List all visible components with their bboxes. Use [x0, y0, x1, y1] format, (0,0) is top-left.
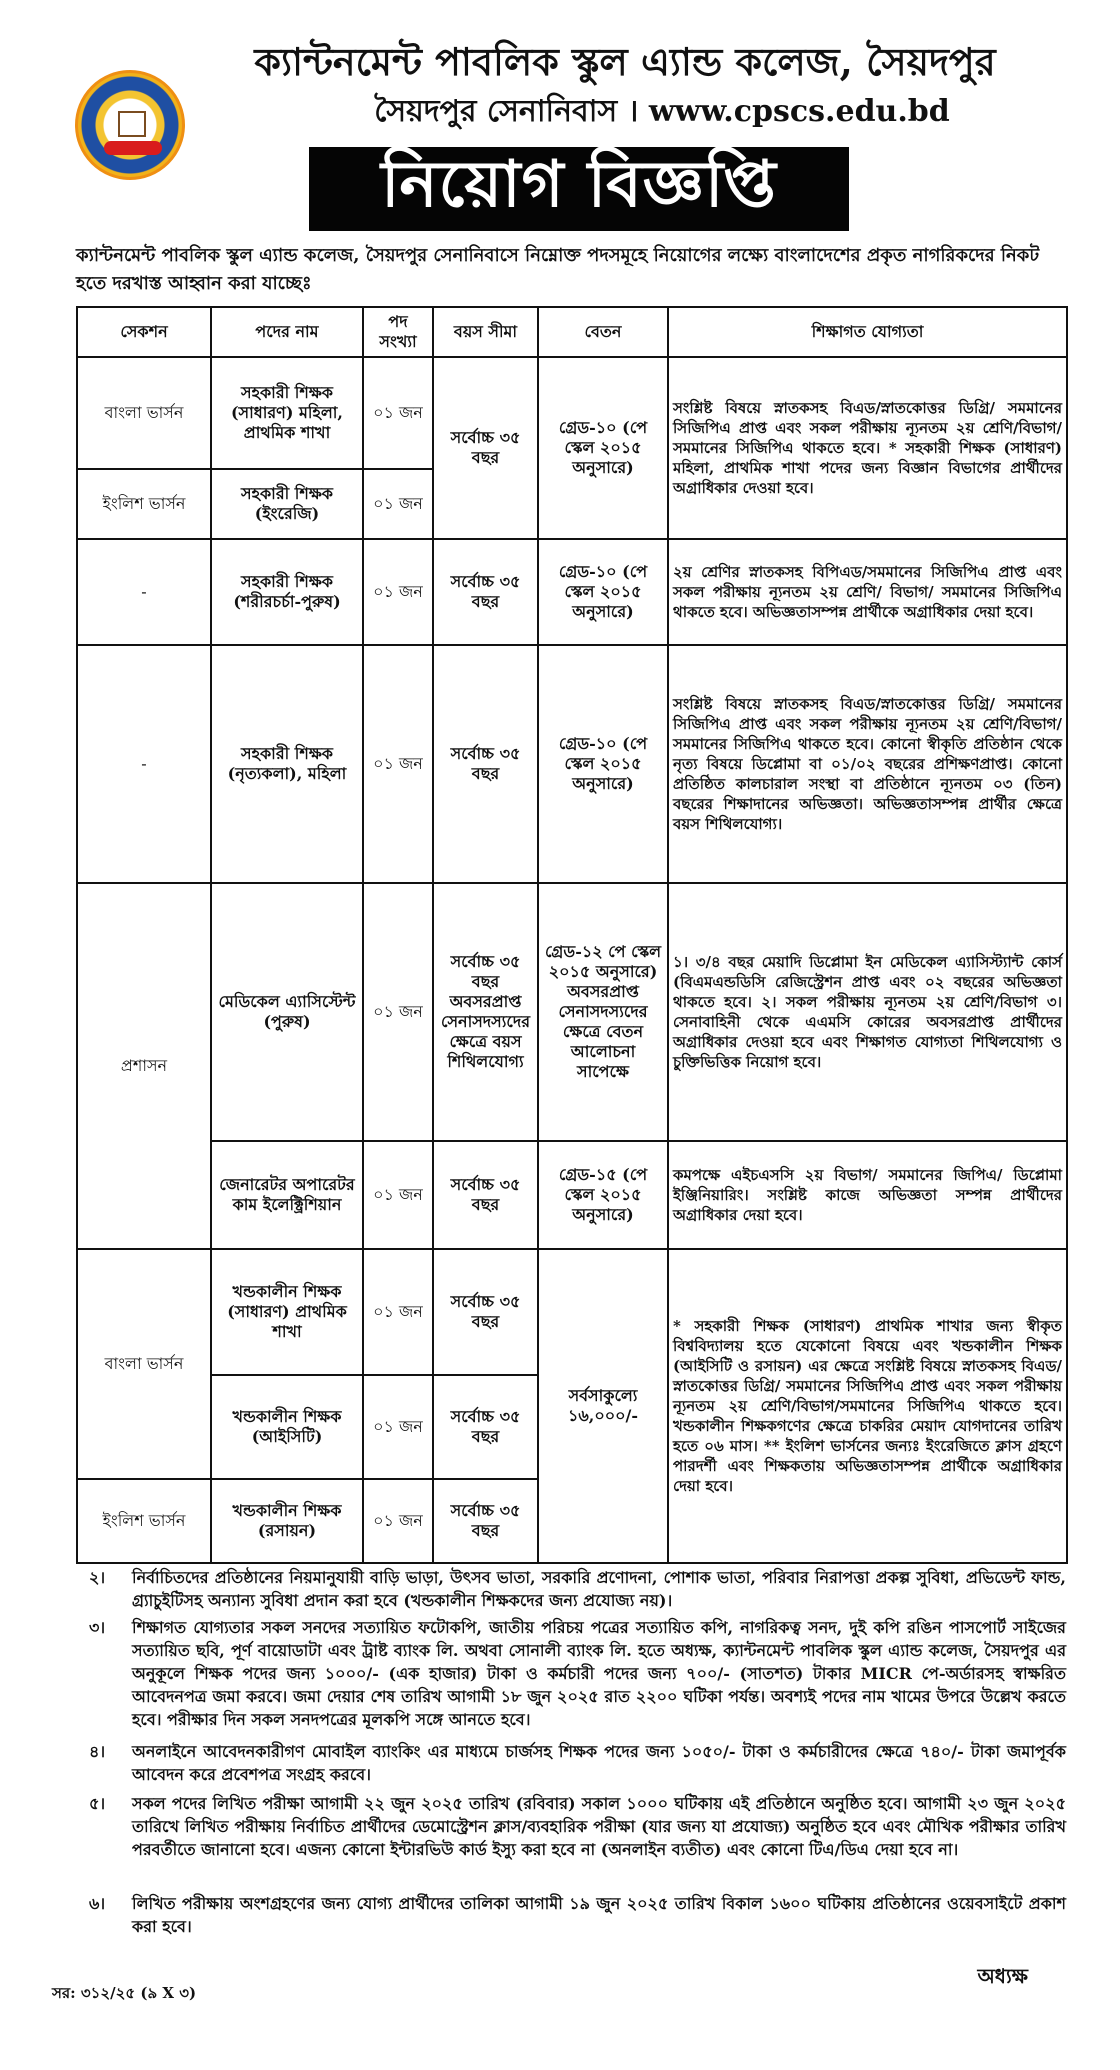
notice-header — [0, 0, 1120, 240]
header-section: সেকশন — [77, 307, 211, 357]
logo-ribbon-icon — [104, 141, 162, 155]
header-post: পদের নাম — [211, 307, 363, 357]
table-cell: সর্বোচ্চ ৩৫ বছর — [433, 539, 538, 645]
note-text: শিক্ষাগত যোগ্যতার সকল সনদের সত্যায়িত ফটোকপি, জাতীয় পরিচয় পত্রের সত্যায়িত কপি, নাগরিকত্ব সনদ, দুই কপি রঙিন পাসপোর্ট সাইজের সত্যায়িত ছবি, পূর্ণ বায়োডাটা এবং ট্রাষ্ট ব্যাংক লি. অথবা সোনালী ব্যাংক লি. হতে অধ্যক্ষ, ক্যান্টনমেন্ট পাবলিক স্কুল এ্যান্ড কলেজ, সৈয়দপুর এর অনুকূলে শিক্ষক পদের জন্য ১০০০/- (এক হাজার) টাকা ও কর্মচারী পদের জন্য ৭০০/- (সাতশত) টাকার MICR পে-অর্ডারসহ স্বাক্ষরিত আবেদনপত্র জমা করবে। জমা দেয়ার শেষ তারিখ আগামী ১৮ জুন ২০২৫ রাত ২২০০ ঘটিকা পর্যন্ত। অবশ্যই পদের নাম খামের উপরে উল্লেখ করতে হবে। পরীক্ষার দিন সকল সনদপত্রের মূলকপি সঙ্গে আনতে হবে। — [132, 1618, 1066, 1729]
table-cell: ০১ জন — [363, 883, 433, 1141]
table-cell: ১। ৩/৪ বছর মেয়াদি ডিপ্লোমা ইন মেডিকেল এ্যাসিস্ট্যান্ট কোর্স (বিএমএন্ডডিসি রেজিস্ট্রেশন প্রাপ্ত এবং ০২ বছরের অভিজ্ঞতা থাকতে হবে। ২। সকল পরীক্ষায় ন্যূনতম ২য় শ্রেণি/বিভাগ ৩। সেনাবাহিনী থেকে এএমসি কোরের অবসরপ্রাপ্ত প্রার্থীদের অগ্রাধিকার দেওয়া হবে এবং শিক্ষাগত যোগ্যতা শিথিলযোগ্য ও চুক্তিভিত্তিক নিয়োগ হবে। — [668, 883, 1067, 1141]
table-cell: - — [77, 645, 211, 883]
table-cell: সর্বোচ্চ ৩৫ বছর — [433, 1479, 538, 1563]
header-qualification: শিক্ষাগত যোগ্যতা — [668, 307, 1067, 357]
intro-text: ক্যান্টনমেন্ট পাবলিক স্কুল এ্যান্ড কলেজ, সৈয়দপুর সেনানিবাসে নিম্নোক্ত পদসমূহে নিয়োগের লক্ষ্যে বাংলাদেশের প্রকৃত নাগরিকদের নিকট হতে দরখাস্ত আহ্বান করা যাচ্ছেঃ — [76, 245, 1040, 294]
table-cell: ০১ জন — [363, 1249, 433, 1375]
table-cell: খন্ডকালীন শিক্ষক (আইসিটি) — [211, 1375, 363, 1479]
note-item — [76, 1616, 1066, 1731]
table-cell: ২য় শ্রেণির স্নাতকসহ বিপিএড/সমমানের সিজিপিএ প্রাপ্ত এবং সকল পরীক্ষায় ন্যূনতম ২য় শ্রেণি/ বিভাগ/ সমমানের সিজিপিএ থাকতে হবে। অভিজ্ঞতাসম্পন্ন প্রার্থীকে অগ্রাধিকার দেয়া হবে। — [668, 539, 1067, 645]
table-cell: ০১ জন — [363, 357, 433, 469]
reference-number: সর: ৩১২/২৫ (৯ X ৩) — [52, 1984, 197, 2002]
table-cell: মেডিকেল এ্যাসিস্টেন্ট (পুরুষ) — [211, 883, 363, 1141]
table-cell: সহকারী শিক্ষক (ইংরেজি) — [211, 469, 363, 539]
table-cell: প্রশাসন — [77, 883, 211, 1249]
table-cell: গ্রেড-১২ পে স্কেল ২০১৫ অনুসারে) অবসরপ্রাপ্ত সেনাসদস্যদের ক্ষেত্রে বেতন আলোচনা সাপেক্ষে — [538, 883, 668, 1141]
header-salary: বেতন — [538, 307, 668, 357]
table-cell: গ্রেড-১০ (পে স্কেল ২০১৫ অনুসারে) — [538, 539, 668, 645]
table-cell: সর্বোচ্চ ৩৫ বছর — [433, 357, 538, 539]
table-cell: ০১ জন — [363, 1375, 433, 1479]
note-text: লিখিত পরীক্ষায় অংশগ্রহণের জন্য যোগ্য প্রার্থীদের তালিকা আগামী ১৯ জুন ২০২৫ তারিখ বিকাল ১৬০০ ঘটিকায় প্রতিষ্ঠানের ওয়েবসাইটে প্রকাশ করা হবে। — [132, 1894, 1066, 1936]
table-cell: গ্রেড-১৫ (পে স্কেল ২০১৫ অনুসারে) — [538, 1141, 668, 1249]
table-cell: বাংলা ভার্সন — [77, 357, 211, 469]
header-age: বয়স সীমা — [433, 307, 538, 357]
note-number: ৩। — [88, 1618, 106, 1637]
table-cell: গ্রেড-১০ (পে স্কেল ২০১৫ অনুসারে) — [538, 357, 668, 539]
table-cell: ০১ জন — [363, 645, 433, 883]
signature-title: অধ্যক্ষ — [977, 1964, 1028, 1988]
table-cell: সর্বোচ্চ ৩৫ বছর অবসরপ্রাপ্ত সেনাসদস্যদের ক্ষেত্রে বয়স শিথিলযোগ্য — [433, 883, 538, 1141]
note-text: সকল পদের লিখিত পরীক্ষা আগামী ২২ জুন ২০২৫ তারিখ (রবিবার) সকাল ১০০০ ঘটিকায় এই প্রতিষ্ঠানে অনুষ্ঠিত হবে। আগামী ২৩ জুন ২০২৫ তারিখে লিখিত পরীক্ষায় নির্বাচিত প্রার্থীদের ডেমোস্ট্রেশন ক্লাস/ব্যবহারিক পরীক্ষা (যার জন্য যা প্রযোজ্য) অনুষ্ঠিত হবে এবং মৌখিক পরীক্ষার তারিখ পরবর্তীতে জানানো হবে। এজন্য কোনো ইন্টারভিউ কার্ড ইস্যু করা হবে না (অনলাইন ব্যতীত) এবং কোনো টিএ/ডিএ দেয়া হবে না। — [132, 1794, 1066, 1859]
header-count: পদ সংখ্যা — [363, 307, 433, 357]
table-cell: খন্ডকালীন শিক্ষক (সাধারণ) প্রাথমিক শাখা — [211, 1249, 363, 1375]
note-item — [76, 1740, 1066, 1786]
table-cell: সর্বোচ্চ ৩৫ বছর — [433, 645, 538, 883]
note-number: ৪। — [88, 1742, 106, 1761]
note-number: ৫। — [88, 1794, 106, 1813]
table-cell: সহকারী শিক্ষক (সাধারণ) মহিলা, প্রাথমিক শাখা — [211, 357, 363, 469]
notice-banner: নিয়োগ বিজ্ঞপ্তি — [309, 147, 849, 231]
table-cell: * সহকারী শিক্ষক (সাধারণ) প্রাথমিক শাখার জন্য স্বীকৃত বিশ্ববিদ্যালয় হতে যেকোনো বিষয়ে এবং খন্ডকালীন শিক্ষক (আইসিটি ও রসায়ন) এর ক্ষেত্রে সংশ্লিষ্ট বিষয়ে স্নাতকসহ বিএড/স্নাতকোত্তর ডিগ্রি/ সমমানের সিজিপিএ প্রাপ্ত এবং সকল পরীক্ষায় ন্যূনতম ২য় শ্রেণি/বিভাগ/সমমানের সিজিপিএ থাকতে হবে। খন্ডকালীন শিক্ষকগণের ক্ষেত্রে চাকরির মেয়াদ যোগদানের তারিখ হতে ০৬ মাস। ** ইংলিশ ভার্সনের জন্যঃ ইংরেজিতে ক্লাস গ্রহণে পারদর্শী এবং শিক্ষকতায় অভিজ্ঞতাসম্পন্ন প্রার্থীকে অগ্রাধিকার দেয়া হবে। — [668, 1249, 1067, 1563]
school-subtitle: সৈয়দপুর সেনানিবাস । www.cpscs.edu.bd — [374, 94, 950, 129]
table-cell: জেনারেটর অপারেটর কাম ইলেক্ট্রিশিয়ান — [211, 1141, 363, 1249]
note-item — [76, 1792, 1066, 1861]
table-cell: গ্রেড-১০ (পে স্কেল ২০১৫ অনুসারে) — [538, 645, 668, 883]
note-item — [76, 1892, 1066, 1938]
book-icon — [118, 111, 146, 137]
table-cell: সর্বোচ্চ ৩৫ বছর — [433, 1141, 538, 1249]
table-cell: ০১ জন — [363, 1141, 433, 1249]
table-cell: বাংলা ভার্সন — [77, 1249, 211, 1479]
table-cell: ০১ জন — [363, 1479, 433, 1563]
school-logo-icon — [75, 70, 185, 180]
table-cell: সংশ্লিষ্ট বিষয়ে স্নাতকসহ বিএড/স্নাতকোত্তর ডিগ্রি/ সমমানের সিজিপিএ প্রাপ্ত এবং সকল পরীক্ষায় ন্যূনতম ২য় শ্রেণি/বিভাগ/সমমানের সিজিপিএ থাকতে হবে। * সহকারী শিক্ষক (সাধারণ) মহিলা, প্রাথমিক শাখা পদের জন্য বিজ্ঞান বিভাগের প্রার্থীদের অগ্রাধিকার দেওয়া হবে। — [668, 357, 1067, 539]
table-cell: সর্বোচ্চ ৩৫ বছর — [433, 1375, 538, 1479]
table-cell: ইংলিশ ভার্সন — [77, 469, 211, 539]
table-cell: কমপক্ষে এইচএসসি ২য় বিভাগ/ সমমানের জিপিএ/ ডিপ্লোমা ইঞ্জিনিয়ারিং। সংশ্লিষ্ট কাজে অভিজ্ঞতা সম্পন্ন প্রার্থীদের অগ্রাধিকার দেয়া হবে। — [668, 1141, 1067, 1249]
table-cell: ০১ জন — [363, 539, 433, 645]
vacancy-table — [76, 306, 1068, 1564]
table-cell: সর্বসাকুল্যে ১৬,০০০/- — [538, 1249, 668, 1563]
table-cell: খন্ডকালীন শিক্ষক (রসায়ন) — [211, 1479, 363, 1563]
note-text: নির্বাচিতদের প্রতিষ্ঠানের নিয়মানুযায়ী বাড়ি ভাড়া, উৎসব ভাতা, সরকারি প্রণোদনা, পোশাক ভাতা, পরিবার নিরাপত্তা প্রকল্প সুবিধা, প্রভিডেন্ট ফান্ড, গ্র্যাচুইটিসহ অন্যান্য সুবিধা প্রদান করা হবে (খন্ডকালীন শিক্ষকদের জন্য প্রযোজ্য নয়)। — [132, 1568, 1066, 1610]
table-cell: সংশ্লিষ্ট বিষয়ে স্নাতকসহ বিএড/স্নাতকোত্তর ডিগ্রি/ সমমানের সিজিপিএ প্রাপ্ত এবং সকল পরীক্ষায় ন্যূনতম ২য় শ্রেণি/বিভাগ/সমমানের সিজিপিএ থাকতে হবে। কোনো স্বীকৃতি প্রতিষ্ঠান থেকে নৃত্য বিষয়ে ডিপ্লোমা বা ০১/০২ বছরের প্রশিক্ষণপ্রাপ্ত। কোনো প্রতিষ্ঠিত কালচারাল সংস্থা বা প্রতিষ্ঠানে ন্যূনতম ০৩ (তিন) বছরের শিক্ষাদানের অভিজ্ঞতা। অভিজ্ঞতাসম্পন্ন প্রার্থীর ক্ষেত্রে বয়স শিথিলযোগ্য। — [668, 645, 1067, 883]
table-cell: সহকারী শিক্ষক (শরীরচর্চা-পুরুষ) — [211, 539, 363, 645]
note-number: ২। — [88, 1568, 106, 1587]
table-cell: ০১ জন — [363, 469, 433, 539]
table-cell: ইংলিশ ভার্সন — [77, 1479, 211, 1563]
note-number: ৬। — [88, 1894, 106, 1913]
table-cell: সর্বোচ্চ ৩৫ বছর — [433, 1249, 538, 1375]
table-cell: - — [77, 539, 211, 645]
note-item — [76, 1566, 1066, 1612]
table-cell: সহকারী শিক্ষক (নৃত্যকলা), মহিলা — [211, 645, 363, 883]
school-title: ক্যান্টনমেন্ট পাবলিক স্কুল এ্যান্ড কলেজ, সৈয়দপুর — [254, 39, 996, 84]
note-text: অনলাইনে আবেদনকারীগণ মোবাইল ব্যাংকিং এর মাধ্যমে চার্জসহ শিক্ষক পদের জন্য ১০৫০/- টাকা ও কর্মচারীদের ক্ষেত্রে ৭৪০/- টাকা জমাপূর্বক আবেদন করে প্রবেশপত্র সংগ্রহ করবে। — [132, 1742, 1066, 1784]
